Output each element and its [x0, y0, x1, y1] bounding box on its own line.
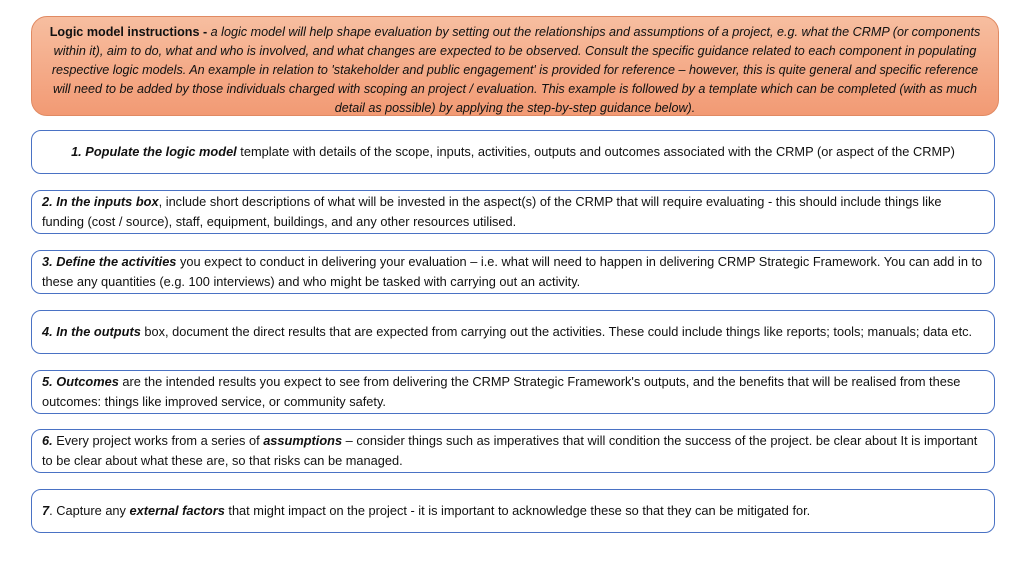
step-number: 1. [71, 143, 86, 159]
step-number: 5. [42, 373, 57, 389]
step-4-box [31, 310, 995, 354]
step-text: template with details of the scope, inputs, activities, outputs and outcomes associated with the CRMP (or aspect of the CRMP) [236, 143, 955, 159]
step-number: 3. [42, 253, 57, 269]
step-text-lead: . Capture any [49, 502, 130, 518]
step-7-box [31, 489, 995, 533]
step-number: 6. [42, 432, 53, 448]
step-1-box [31, 130, 995, 174]
step-emphasis: In the inputs box [56, 193, 159, 209]
step-text: box, document the direct results that are expected from carrying out the activities. These could include things like reports; tools; manuals; data etc. [140, 323, 973, 339]
step-number: 7 [42, 502, 50, 518]
step-emphasis: Outcomes [56, 373, 119, 389]
step-6-box [31, 429, 995, 473]
step-text: – consider things such as imperatives that will condition the success of the project. be clear about It is important to be clear about what these are, so that risks can be managed. [42, 432, 978, 468]
header-title: Logic model instructions - [49, 25, 211, 39]
step-text: that might impact on the project - it is important to acknowledge these so that they can be mitigated for. [224, 502, 811, 518]
step-emphasis: assumptions [263, 432, 343, 448]
step-emphasis: external factors [129, 502, 225, 518]
step-text: are the intended results you expect to see from delivering the CRMP Strategic Framework's outputs, and the benefits that will be realised from these outcomes: things like improved service, or community safety. [42, 373, 961, 409]
step-3-box [31, 250, 995, 294]
step-2-box [31, 190, 995, 234]
step-number: 4. [42, 323, 57, 339]
step-5-box [31, 370, 995, 414]
instructions-header [31, 16, 999, 116]
step-text: you expect to conduct in delivering your evaluation – i.e. what will need to happen in delivering CRMP Strategic Framework. You can add in to these any quantities (e.g. 100 interviews) and who might be tasked with carrying out an activity. [42, 253, 983, 289]
step-text-lead: Every project works from a series of [52, 432, 264, 448]
step-text: , include short descriptions of what will be invested in the aspect(s) of the CRMP that will require evaluating - this should include things like funding (cost / source), staff, equipment, buildings, and any other resources utilised. [42, 193, 942, 229]
step-emphasis: Define the activities [56, 253, 177, 269]
step-number: 2. [42, 193, 57, 209]
step-emphasis: In the outputs [56, 323, 141, 339]
header-description: a logic model will help shape evaluation by setting out the relationships and assumptions of a project, e.g. what the CRMP (or components within it), aim to do, what and who is involved, and what changes are expected to be observed. Consult the specific guidance related to each component in populating respective logic models. An example in relation to 'stakeholder and public engagement' is provided for reference – however, this is quite general and specific reference will need to be added by those individuals charged with scoping an project / evaluation. This example is followed by a template which can be completed (with as much detail as possible) by applying the step-by-step guidance below). [51, 25, 981, 115]
step-emphasis: Populate the logic model [85, 143, 237, 159]
